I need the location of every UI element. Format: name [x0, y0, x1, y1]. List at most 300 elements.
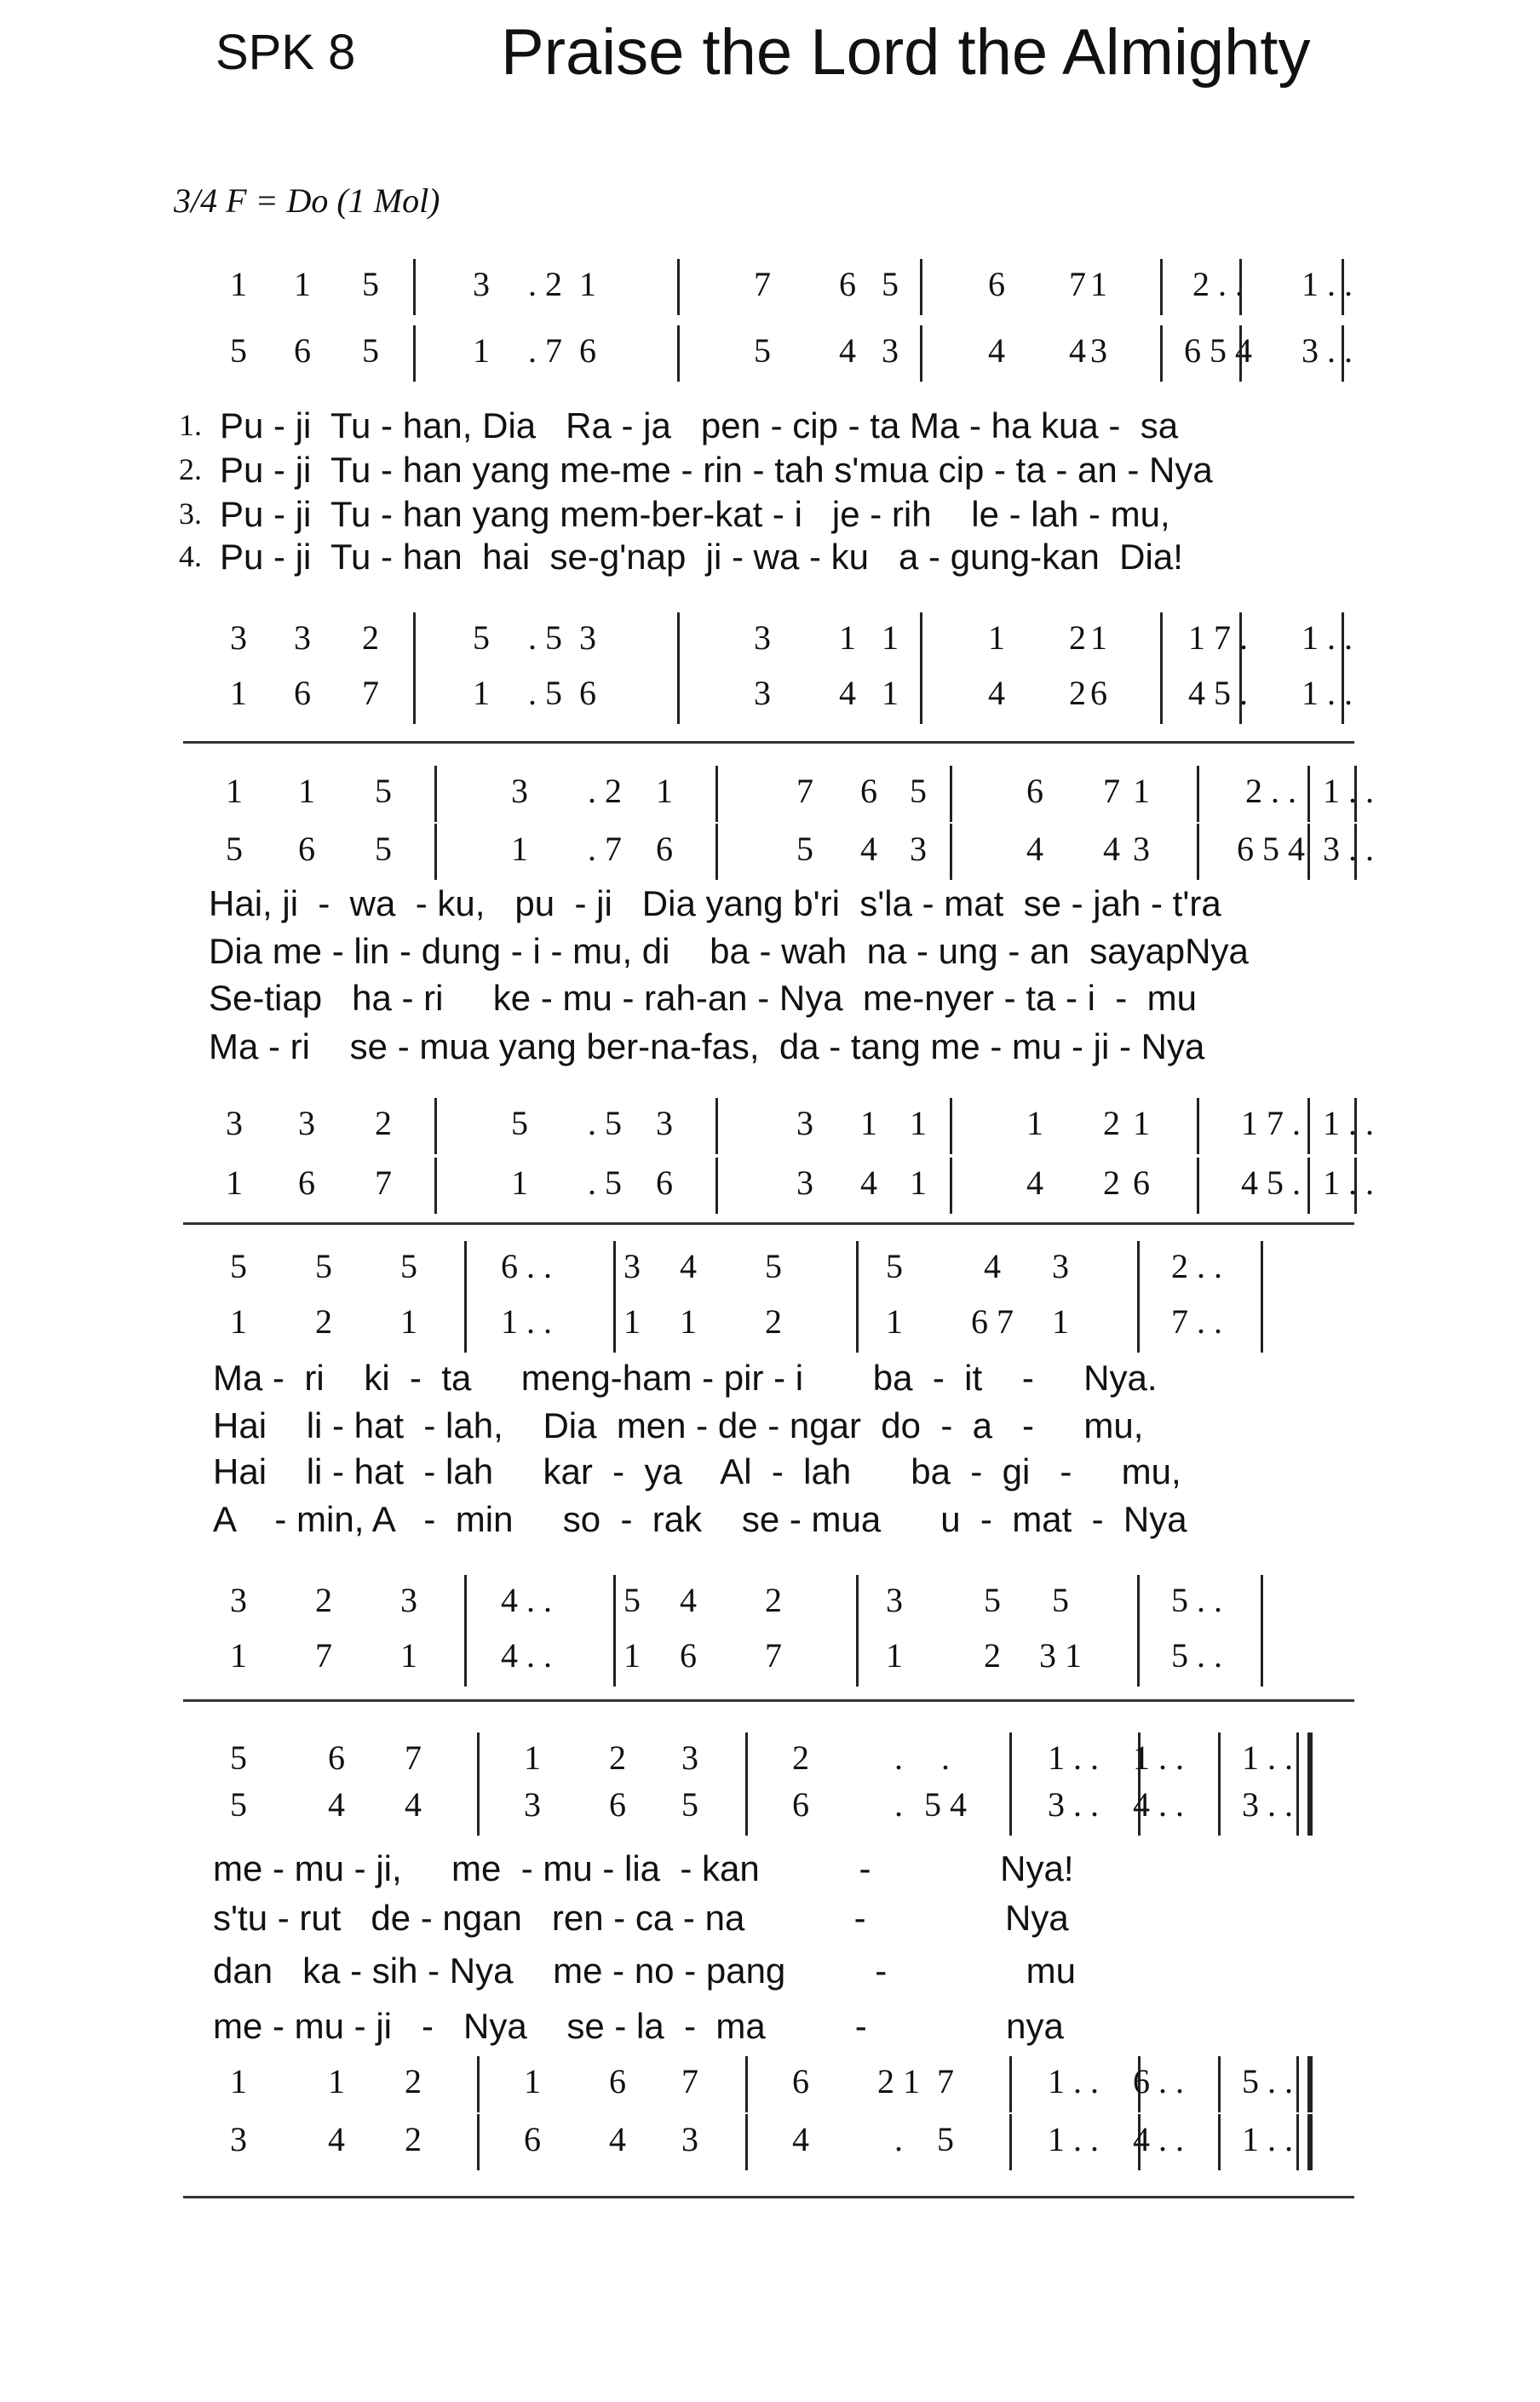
barline — [1354, 1158, 1357, 1214]
soprano-line — [0, 264, 1540, 315]
note: 1 . . — [1048, 2120, 1099, 2158]
barline — [1137, 1575, 1140, 1631]
note: 6 — [609, 2062, 626, 2100]
note: 2 — [765, 1581, 782, 1619]
note: 3 — [796, 1104, 813, 1142]
note: 1 — [839, 618, 856, 657]
barline — [1354, 766, 1357, 822]
note: 1 — [473, 674, 490, 712]
barline — [856, 1241, 859, 1297]
note: 1 — [230, 1302, 247, 1341]
note: 1 — [1090, 618, 1107, 657]
note: 2 — [1069, 618, 1086, 657]
note: 3 — [882, 331, 899, 370]
bass-line — [0, 1163, 1540, 1214]
note: 7 — [375, 1164, 392, 1202]
note: 5 — [754, 331, 771, 370]
verse-number: 3. — [179, 497, 202, 531]
system-separator — [183, 2196, 1354, 2198]
note: . 5 — [528, 674, 562, 712]
note: 1 — [882, 674, 899, 712]
bass-line — [0, 673, 1540, 724]
barline — [413, 325, 416, 382]
note: 5 — [796, 830, 813, 868]
barline — [464, 1630, 467, 1687]
note: 5 — [984, 1581, 1001, 1619]
lyric-text: Ma - ri se - mua yang ber-na-fas, da - tang me - mu - ji - Nya — [209, 1026, 1205, 1066]
note: 3 — [400, 1581, 417, 1619]
barline — [856, 1575, 859, 1631]
note: 3 — [656, 1104, 673, 1142]
note: 1 — [886, 1636, 903, 1675]
barline — [434, 766, 437, 822]
note: 3 — [796, 1164, 813, 1202]
note: 6 — [298, 830, 315, 868]
barline — [1342, 612, 1344, 669]
note: 1 . . — [1323, 1104, 1374, 1142]
note: 7 — [765, 1636, 782, 1675]
note: 1 — [623, 1636, 641, 1675]
note: 4 — [1026, 830, 1043, 868]
lyric-line — [0, 1898, 1540, 1942]
lyric-text: Hai li - hat - lah, Dia men - de - ngar do - a - mu, — [213, 1405, 1144, 1445]
note: 6 — [579, 331, 596, 370]
note: 4 — [988, 674, 1005, 712]
note: 4 — [328, 2120, 345, 2158]
barline — [1354, 1098, 1357, 1154]
barline — [1218, 1779, 1221, 1836]
alto-line — [0, 1784, 1540, 1836]
final-barline — [1296, 2056, 1313, 2112]
barline — [1218, 2114, 1221, 2170]
note: 5 — [362, 331, 379, 370]
note: 4 5 . — [1188, 674, 1248, 712]
hymn-code: SPK 8 — [215, 25, 356, 80]
note: 7 — [362, 674, 379, 712]
note: 1 — [230, 2062, 247, 2100]
note: 5 — [937, 2120, 954, 2158]
note: 5 — [1052, 1581, 1069, 1619]
note: 6 7 — [971, 1302, 1014, 1341]
note: 3 — [294, 618, 311, 657]
note: 3 — [298, 1104, 315, 1142]
barline — [920, 612, 922, 669]
barline — [613, 1575, 616, 1631]
note: 3 — [623, 1247, 641, 1285]
note: 2 . . — [1171, 1247, 1222, 1285]
note: 6 5 4 — [1184, 331, 1252, 370]
barline — [920, 325, 922, 382]
note: . 5 — [528, 618, 562, 657]
note: 5 — [375, 772, 392, 810]
barline — [477, 1779, 480, 1836]
note: 5 . . — [1242, 2062, 1293, 2100]
system-separator — [183, 1222, 1354, 1225]
note: 7 — [796, 772, 813, 810]
lyric-line — [0, 537, 1540, 581]
note: 2 — [1103, 1164, 1120, 1202]
note: 1 — [1026, 1104, 1043, 1142]
note: 6 — [294, 674, 311, 712]
note: 3 — [511, 772, 528, 810]
note: 6 . . — [501, 1247, 552, 1285]
barline — [1197, 1098, 1199, 1154]
note: 1 — [910, 1164, 927, 1202]
note: 5 — [362, 265, 379, 303]
note: 6 — [524, 2120, 541, 2158]
key-signature: 3/4 F = Do (1 Mol) — [174, 181, 440, 220]
note: 3 — [886, 1581, 903, 1619]
note: 6 — [298, 1164, 315, 1202]
lyric-line — [0, 1499, 1540, 1543]
note: . 5 — [588, 1164, 622, 1202]
lyric-line — [0, 1026, 1540, 1071]
lyric-text: Hai li - hat - lah kar - ya Al - lah ba - gi - mu, — [213, 1451, 1181, 1491]
note: 1 — [524, 2062, 541, 2100]
note: 3 — [230, 2120, 247, 2158]
note: 4 — [988, 331, 1005, 370]
system-separator — [183, 1699, 1354, 1702]
barline — [950, 1098, 952, 1154]
alto-line — [0, 330, 1540, 382]
note: 2 — [1103, 1104, 1120, 1142]
note: 5 — [230, 331, 247, 370]
note: 1 — [623, 1302, 641, 1341]
note: 6 — [1090, 674, 1107, 712]
final-barline — [1296, 1779, 1313, 1836]
note: 5 — [315, 1247, 332, 1285]
note: 4 — [1069, 331, 1086, 370]
bass-line — [0, 2119, 1540, 2170]
lyric-line — [0, 450, 1540, 494]
note: 1 — [860, 1104, 877, 1142]
lyric-text: Pu - ji Tu - han yang me-me - rin - tah s'mua cip - ta - an - Nya — [220, 450, 1213, 490]
barline — [1342, 259, 1344, 315]
note: 6 5 4 — [1237, 830, 1305, 868]
barline — [1261, 1241, 1263, 1297]
barline — [1160, 668, 1163, 724]
note: 1 — [294, 265, 311, 303]
barline — [677, 325, 680, 382]
note: 1 — [910, 1104, 927, 1142]
lyric-line — [0, 1451, 1540, 1496]
note: 4 — [609, 2120, 626, 2158]
barline — [745, 1779, 748, 1836]
note: 1 — [298, 772, 315, 810]
barline — [1009, 2114, 1012, 2170]
lyric-line — [0, 1848, 1540, 1893]
barline — [1307, 824, 1310, 880]
note: 1 — [230, 1636, 247, 1675]
barline — [613, 1296, 616, 1353]
barline — [950, 766, 952, 822]
lyric-text: A - min, A - min so - rak se - mua u - mat - Nya — [213, 1499, 1187, 1539]
note: 3 — [681, 2120, 698, 2158]
lyric-line — [0, 883, 1540, 928]
note: 7 — [754, 265, 771, 303]
barline — [477, 2114, 480, 2170]
alto-line — [0, 829, 1540, 880]
hymn-title: Praise the Lord the Almighty — [501, 16, 1311, 89]
barline — [1160, 259, 1163, 315]
note: 1 — [988, 618, 1005, 657]
lyric-text: Pu - ji Tu - han hai se-g'nap ji - wa - ku a - gung-kan Dia! — [220, 537, 1183, 577]
barline — [413, 612, 416, 669]
note: 7 — [1069, 265, 1086, 303]
note: 2 — [609, 1738, 626, 1777]
note: 4 . . — [1133, 2120, 1184, 2158]
barline — [715, 824, 718, 880]
lyric-text: Pu - ji Tu - han, Dia Ra - ja pen - cip - ta Ma - ha kua - sa — [220, 405, 1179, 445]
note: 4 — [839, 331, 856, 370]
note: 1 . . — [1323, 772, 1374, 810]
barline — [1137, 1241, 1140, 1297]
barline — [1261, 1575, 1263, 1631]
note: 4 — [1026, 1164, 1043, 1202]
note: 1 — [511, 1164, 528, 1202]
note: 1 — [579, 265, 596, 303]
verse-number: 2. — [179, 452, 202, 486]
barline — [434, 1098, 437, 1154]
barline — [920, 668, 922, 724]
note: 1 . . — [1242, 1738, 1293, 1777]
note: 4 — [328, 1785, 345, 1824]
barline — [920, 259, 922, 315]
note: 4 — [405, 1785, 422, 1824]
barline — [1239, 612, 1242, 669]
tenor-line — [0, 2061, 1540, 2112]
note: 1 — [226, 772, 243, 810]
note: 4 5 . — [1241, 1164, 1301, 1202]
note: 6 — [656, 1164, 673, 1202]
barline — [1307, 766, 1310, 822]
barline — [613, 1241, 616, 1297]
note: 1 — [473, 331, 490, 370]
note: 3 — [1090, 331, 1107, 370]
note: 1 — [524, 1738, 541, 1777]
note: 6 — [294, 331, 311, 370]
note: 6 — [792, 2062, 809, 2100]
note: 6 — [656, 830, 673, 868]
note: 7 — [405, 1738, 422, 1777]
note: 4 — [1103, 830, 1120, 868]
note: 4 — [984, 1247, 1001, 1285]
barline — [1137, 1296, 1140, 1353]
note: 1 . . — [1302, 674, 1353, 712]
note: 7 — [1103, 772, 1120, 810]
barline — [950, 1158, 952, 1214]
note: 3 — [226, 1104, 243, 1142]
note: 1 — [400, 1302, 417, 1341]
note: 1 — [328, 2062, 345, 2100]
note: 3 — [230, 1581, 247, 1619]
note: 5 — [230, 1738, 247, 1777]
note: 5 — [886, 1247, 903, 1285]
note: 6 — [860, 772, 877, 810]
note: 5 — [375, 830, 392, 868]
note: 3 — [681, 1738, 698, 1777]
note: 6 — [839, 265, 856, 303]
barline — [1009, 1779, 1012, 1836]
note: 5 4 — [924, 1785, 967, 1824]
note: 2 — [315, 1302, 332, 1341]
note: 4 — [680, 1581, 697, 1619]
note: 5 — [230, 1785, 247, 1824]
note: 2 — [765, 1302, 782, 1341]
barline — [856, 1630, 859, 1687]
note: 5 . . — [1171, 1636, 1222, 1675]
note: 3 . . — [1048, 1785, 1099, 1824]
note: 6 . . — [1133, 2062, 1184, 2100]
note: 4 — [792, 2120, 809, 2158]
barline — [1354, 824, 1357, 880]
barline — [434, 824, 437, 880]
note: 1 — [886, 1302, 903, 1341]
note: 3 — [754, 618, 771, 657]
note: 1 — [511, 830, 528, 868]
lyric-text: Se-tiap ha - ri ke - mu - rah-an - Nya me-nyer - ta - i - mu — [209, 978, 1197, 1018]
note: 1 7 . — [1188, 618, 1248, 657]
note: . 7 — [528, 331, 562, 370]
barline — [1239, 259, 1242, 315]
note: 1 7 . — [1241, 1104, 1301, 1142]
note: 1 . . — [1048, 1738, 1099, 1777]
barline — [477, 2056, 480, 2112]
lyric-text: me - mu - ji, me - mu - lia - kan - Nya! — [213, 1848, 1074, 1888]
lyric-text: me - mu - ji - Nya se - la - ma - nya — [213, 2006, 1064, 2046]
note: 5 — [226, 830, 243, 868]
note: 1 . . — [1302, 618, 1353, 657]
note: 3 — [230, 618, 247, 657]
note: 5 . . — [1171, 1581, 1222, 1619]
lyric-line — [0, 1358, 1540, 1402]
note: . — [894, 1738, 903, 1777]
barline — [464, 1296, 467, 1353]
note: 5 — [623, 1581, 641, 1619]
note: 1 — [226, 1164, 243, 1202]
note: 6 — [609, 1785, 626, 1824]
note: 5 — [230, 1247, 247, 1285]
note: 2 — [1069, 674, 1086, 712]
note: 3 . . — [1302, 331, 1353, 370]
note: 4 . . — [1133, 1785, 1184, 1824]
barline — [1160, 612, 1163, 669]
note: 2 . . — [1192, 265, 1244, 303]
note: . — [894, 1785, 903, 1824]
note: 2 1 — [877, 2062, 920, 2100]
note: 1 — [1090, 265, 1107, 303]
barline — [413, 668, 416, 724]
note: 3 1 — [1039, 1636, 1082, 1675]
note: 5 — [882, 265, 899, 303]
note: 5 — [400, 1247, 417, 1285]
soprano-line — [0, 1246, 1540, 1297]
bass-line — [0, 1635, 1540, 1687]
alto-line — [0, 1302, 1540, 1353]
barline — [950, 824, 952, 880]
note: . 7 — [588, 830, 622, 868]
note: 4 . . — [501, 1581, 552, 1619]
note: 3 — [754, 674, 771, 712]
note: 6 — [1026, 772, 1043, 810]
note: 7 . . — [1171, 1302, 1222, 1341]
verse-number: 4. — [179, 539, 202, 573]
note: 3 — [1133, 830, 1150, 868]
note: 1 . . — [501, 1302, 552, 1341]
note: 2 . . — [1245, 772, 1296, 810]
note: 7 — [681, 2062, 698, 2100]
note: 1 . . — [1133, 1738, 1184, 1777]
barline — [1197, 824, 1199, 880]
note: 1 — [230, 265, 247, 303]
note: 1 . . — [1323, 1164, 1374, 1202]
barline — [464, 1241, 467, 1297]
note: 3 . . — [1242, 1785, 1293, 1824]
barline — [413, 259, 416, 315]
barline — [464, 1575, 467, 1631]
soprano-line — [0, 771, 1540, 822]
barline — [1137, 1630, 1140, 1687]
lyric-line — [0, 931, 1540, 975]
tenor-line — [0, 1580, 1540, 1631]
note: 6 — [579, 674, 596, 712]
note: 1 . . — [1048, 2062, 1099, 2100]
note: 1 — [400, 1636, 417, 1675]
barline — [1342, 668, 1344, 724]
final-barline — [1296, 2114, 1313, 2170]
tenor-line — [0, 618, 1540, 669]
lyric-line — [0, 1951, 1540, 1995]
note: 2 — [315, 1581, 332, 1619]
note: 1 — [1133, 1104, 1150, 1142]
barline — [677, 612, 680, 669]
note: 6 — [680, 1636, 697, 1675]
barline — [1239, 668, 1242, 724]
barline — [856, 1296, 859, 1353]
barline — [1197, 766, 1199, 822]
lyric-text: Dia me - lin - dung - i - mu, di ba - wah na - ung - an sayapNya — [209, 931, 1249, 971]
note: 1 — [882, 618, 899, 657]
note: 7 — [315, 1636, 332, 1675]
note: 1 — [656, 772, 673, 810]
barline — [677, 668, 680, 724]
note: 1 — [1052, 1302, 1069, 1341]
note: 1 — [680, 1302, 697, 1341]
note: 1 . . — [1302, 265, 1353, 303]
note: 5 — [511, 1104, 528, 1142]
barline — [1307, 1098, 1310, 1154]
note: 4 — [860, 830, 877, 868]
barline — [1307, 1158, 1310, 1214]
note: 3 — [1052, 1247, 1069, 1285]
note: 5 — [473, 618, 490, 657]
note: 4 — [680, 1247, 697, 1285]
note: 5 — [681, 1785, 698, 1824]
barline — [1009, 2056, 1012, 2112]
note: 2 — [375, 1104, 392, 1142]
note: 1 — [230, 674, 247, 712]
tenor-line — [0, 1103, 1540, 1154]
note: 5 — [765, 1247, 782, 1285]
note: 2 — [792, 1738, 809, 1777]
lyric-line — [0, 405, 1540, 450]
note: 4 — [860, 1164, 877, 1202]
barline — [1261, 1296, 1263, 1353]
barline — [677, 259, 680, 315]
note: 4 — [839, 674, 856, 712]
lyric-line — [0, 2006, 1540, 2050]
barline — [1197, 1158, 1199, 1214]
